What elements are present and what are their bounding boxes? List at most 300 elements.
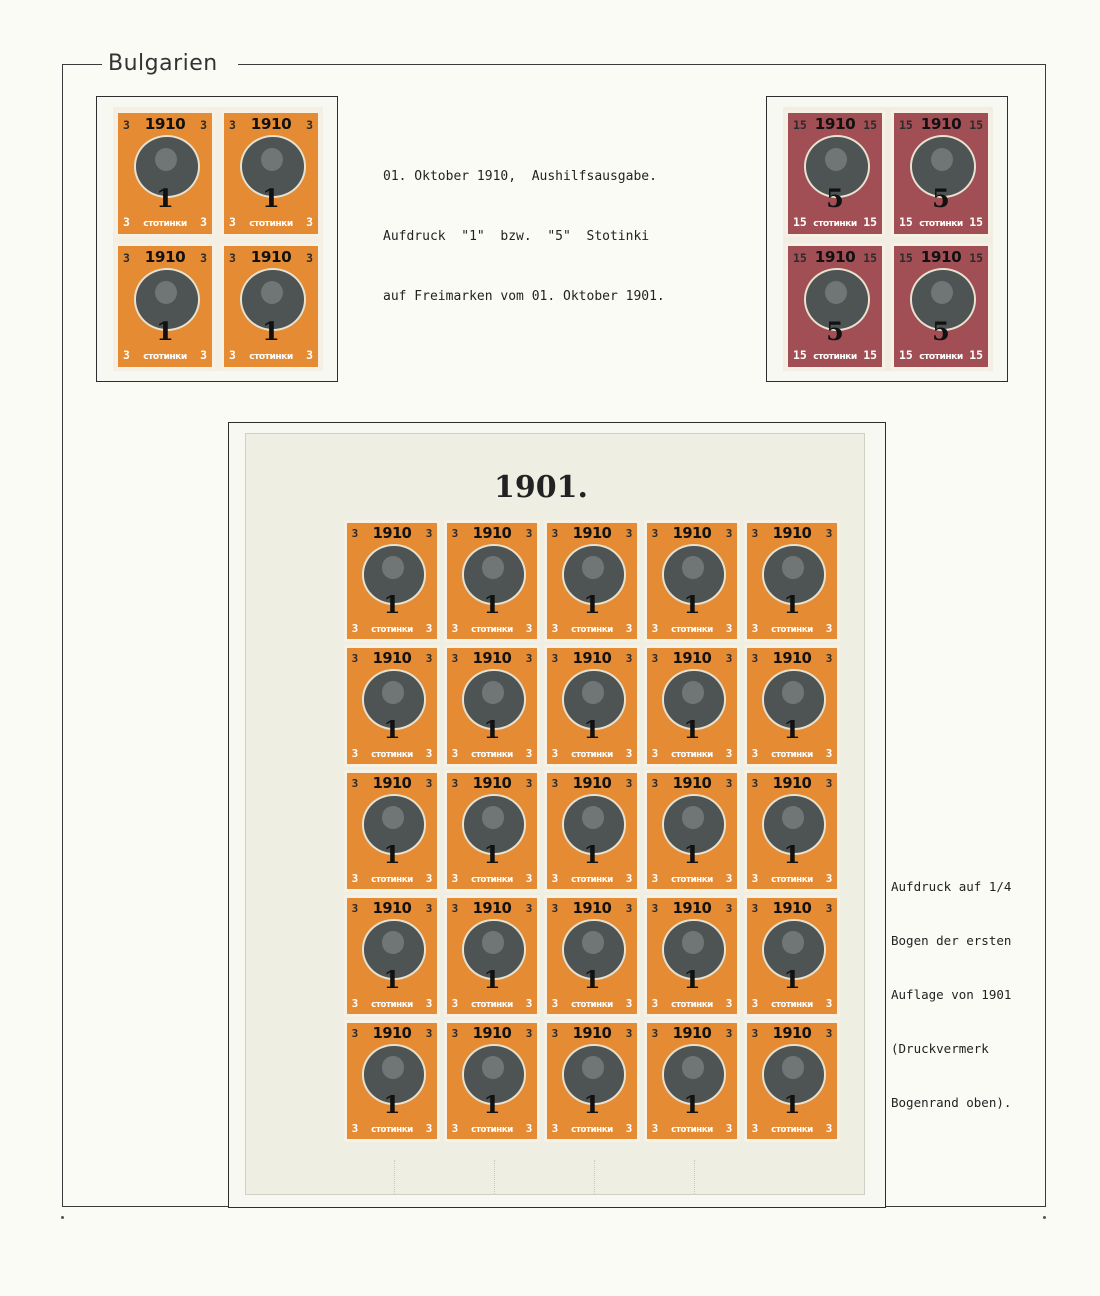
overprint-value: 1	[583, 715, 601, 745]
portrait-face	[382, 931, 403, 953]
corner-value-bottom-right: 3	[306, 348, 313, 363]
overprint-value: 1	[783, 590, 801, 620]
corner-value-bottom-right: 3	[825, 746, 833, 760]
overprint-value: 1	[156, 183, 174, 214]
corner-value-bottom-left: 3	[551, 871, 559, 885]
sheet-imprint-year: 1901.	[494, 470, 588, 505]
stamp	[344, 520, 440, 642]
corner-value-top-left: 3	[351, 527, 359, 541]
overprint-year: 1910	[372, 1024, 412, 1042]
overprint-value: 1	[383, 1090, 401, 1120]
stamp-denomination-text: стотинки	[671, 874, 713, 885]
stamp	[115, 243, 215, 370]
overprint-value: 1	[262, 316, 280, 347]
portrait-face	[682, 1056, 703, 1078]
overprint-year: 1910	[920, 115, 962, 134]
frame-border-right	[1045, 64, 1046, 1206]
portrait-face	[782, 681, 803, 703]
stamp-denomination-text: стотинки	[471, 1124, 513, 1135]
corner-value-top-right: 3	[825, 1027, 833, 1041]
corner-value-bottom-left: 3	[351, 996, 359, 1010]
portrait-face	[382, 1056, 403, 1078]
portrait-face	[782, 1056, 803, 1078]
overprint-year: 1910	[472, 899, 512, 917]
stamp	[344, 770, 440, 892]
stamp	[744, 645, 840, 767]
stamp	[744, 520, 840, 642]
stamp-denomination-text: стотинки	[671, 999, 713, 1010]
overprint-value: 1	[783, 965, 801, 995]
stamp	[221, 110, 321, 237]
stamp-denomination-text: стотинки	[771, 749, 813, 760]
portrait-face	[931, 148, 953, 171]
overprint-value: 1	[583, 1090, 601, 1120]
issue-description	[383, 127, 665, 347]
corner-value-top-right: 3	[725, 527, 733, 541]
corner-value-top-right: 3	[625, 902, 633, 916]
portrait-face	[682, 806, 703, 828]
stamp	[544, 1020, 640, 1142]
overprint-value: 1	[483, 1090, 501, 1120]
corner-value-top-right: 3	[425, 777, 433, 791]
overprint-value: 1	[156, 316, 174, 347]
portrait-face	[931, 281, 953, 304]
overprint-year: 1910	[672, 899, 712, 917]
portrait-face	[782, 806, 803, 828]
corner-value-top-right: 15	[863, 117, 877, 132]
overprint-value: 1	[683, 715, 701, 745]
corner-value-bottom-left: 3	[651, 871, 659, 885]
corner-value-top-right: 3	[525, 527, 533, 541]
stamp	[344, 895, 440, 1017]
overprint-year: 1910	[144, 115, 186, 134]
portrait-face	[825, 281, 847, 304]
stamp	[744, 1020, 840, 1142]
corner-value-bottom-right: 15	[863, 348, 877, 363]
sheet-description-line: Bogenrand oben).	[891, 1095, 1012, 1110]
overprint-value: 1	[483, 840, 501, 870]
sheet-description	[891, 842, 1011, 1148]
corner-value-bottom-left: 3	[551, 621, 559, 635]
corner-value-top-left: 3	[451, 527, 459, 541]
stamp-denomination-text: стотинки	[771, 624, 813, 635]
corner-value-bottom-right: 3	[825, 996, 833, 1010]
overprint-value: 1	[483, 590, 501, 620]
corner-value-top-left: 3	[651, 1027, 659, 1041]
portrait-face	[382, 556, 403, 578]
stamp-denomination-text: стотинки	[813, 352, 857, 363]
overprint-value: 5	[826, 183, 844, 214]
corner-value-bottom-right: 3	[625, 871, 633, 885]
overprint-value: 5	[826, 316, 844, 347]
portrait-face	[482, 806, 503, 828]
corner-value-top-left: 3	[351, 902, 359, 916]
stamp-denomination-text: стотинки	[371, 999, 413, 1010]
corner-value-bottom-right: 3	[625, 621, 633, 635]
stamp-denomination-text: стотинки	[371, 749, 413, 760]
stamp	[444, 520, 540, 642]
corner-value-bottom-right: 15	[969, 348, 983, 363]
corner-value-top-left: 3	[751, 527, 759, 541]
corner-value-top-right: 3	[825, 652, 833, 666]
corner-value-top-left: 3	[751, 777, 759, 791]
corner-value-bottom-left: 3	[651, 621, 659, 635]
corner-value-top-left: 15	[899, 250, 913, 265]
corner-value-bottom-left: 3	[351, 1121, 359, 1135]
corner-value-bottom-left: 3	[651, 746, 659, 760]
corner-value-top-left: 15	[899, 117, 913, 132]
frame-border-top-left	[62, 64, 102, 65]
overprint-value: 1	[383, 590, 401, 620]
corner-value-top-right: 3	[725, 777, 733, 791]
stamp-denomination-text: стотинки	[771, 1124, 813, 1135]
stamp-denomination-text: стотинки	[571, 999, 613, 1010]
frame-border-top-right	[238, 64, 1045, 65]
corner-value-bottom-left: 3	[551, 746, 559, 760]
overprint-value: 1	[483, 965, 501, 995]
stamp-grid	[344, 520, 844, 1160]
perforation-guide	[494, 1160, 495, 1194]
corner-value-bottom-right: 3	[525, 746, 533, 760]
portrait-face	[261, 148, 283, 171]
overprint-year: 1910	[772, 774, 812, 792]
portrait-face	[825, 148, 847, 171]
overprint-value: 1	[383, 840, 401, 870]
stamp	[644, 770, 740, 892]
sheet-description-line: Auflage von 1901	[891, 987, 1012, 1002]
stamp	[644, 895, 740, 1017]
corner-value-top-right: 3	[725, 652, 733, 666]
overprint-year: 1910	[772, 649, 812, 667]
corner-value-top-right: 3	[200, 250, 207, 265]
overprint-year: 1910	[144, 248, 186, 267]
overprint-year: 1910	[472, 524, 512, 542]
corner-value-top-right: 15	[969, 117, 983, 132]
stamp-denomination-text: стотинки	[919, 352, 963, 363]
issue-description-line: Aufdruck "1" bzw. "5" Stotinki	[383, 229, 650, 244]
overprint-value: 1	[583, 590, 601, 620]
corner-value-bottom-right: 3	[200, 215, 207, 230]
overprint-year: 1910	[250, 115, 292, 134]
corner-value-bottom-left: 3	[451, 746, 459, 760]
corner-value-bottom-left: 3	[229, 348, 236, 363]
stamp-denomination-text: стотинки	[671, 1124, 713, 1135]
corner-value-top-right: 3	[625, 527, 633, 541]
overprint-year: 1910	[372, 899, 412, 917]
overprint-year: 1910	[472, 1024, 512, 1042]
corner-value-top-left: 15	[793, 250, 807, 265]
corner-value-top-left: 3	[751, 1027, 759, 1041]
overprint-year: 1910	[672, 774, 712, 792]
corner-value-bottom-left: 3	[651, 1121, 659, 1135]
corner-value-bottom-left: 3	[751, 1121, 759, 1135]
stamp-denomination-text: стотинки	[143, 219, 187, 230]
corner-value-top-right: 3	[525, 1027, 533, 1041]
overprint-value: 1	[683, 965, 701, 995]
stamp	[544, 770, 640, 892]
corner-value-top-right: 3	[625, 652, 633, 666]
corner-value-top-right: 3	[825, 902, 833, 916]
perforation-guide	[594, 1160, 595, 1194]
overprint-value: 1	[783, 840, 801, 870]
stamp-block-15st	[783, 107, 993, 371]
stamp	[891, 243, 991, 370]
portrait-face	[482, 556, 503, 578]
corner-value-bottom-left: 3	[651, 996, 659, 1010]
corner-value-bottom-left: 3	[451, 1121, 459, 1135]
stamp	[544, 895, 640, 1017]
overprint-value: 5	[932, 183, 950, 214]
overprint-value: 1	[783, 715, 801, 745]
corner-value-bottom-right: 3	[200, 348, 207, 363]
corner-value-bottom-right: 3	[725, 996, 733, 1010]
sheet-description-line: Aufdruck auf 1/4	[891, 879, 1012, 894]
corner-value-bottom-left: 3	[551, 1121, 559, 1135]
corner-value-top-right: 3	[200, 117, 207, 132]
portrait-face	[682, 681, 703, 703]
portrait-face	[782, 556, 803, 578]
corner-value-top-left: 3	[229, 117, 236, 132]
portrait-face	[582, 681, 603, 703]
corner-value-top-right: 3	[306, 117, 313, 132]
portrait-face	[482, 681, 503, 703]
portrait-face	[261, 281, 283, 304]
corner-value-bottom-right: 3	[525, 1121, 533, 1135]
stamp-denomination-text: стотинки	[571, 1124, 613, 1135]
overprint-value: 5	[932, 316, 950, 347]
corner-value-top-left: 3	[551, 777, 559, 791]
block-right-mount	[766, 96, 1008, 382]
stamp-denomination-text: стотинки	[571, 749, 613, 760]
corner-value-bottom-right: 15	[969, 215, 983, 230]
corner-value-bottom-right: 3	[425, 996, 433, 1010]
corner-value-bottom-right: 3	[625, 996, 633, 1010]
corner-value-top-left: 3	[351, 1027, 359, 1041]
corner-value-bottom-left: 15	[899, 348, 913, 363]
stamp	[744, 895, 840, 1017]
overprint-year: 1910	[920, 248, 962, 267]
overprint-value: 1	[683, 590, 701, 620]
sheet-description-line: Bogen der ersten	[891, 933, 1012, 948]
portrait-face	[582, 931, 603, 953]
corner-value-top-left: 3	[123, 117, 130, 132]
stamp	[785, 110, 885, 237]
corner-value-top-right: 3	[725, 902, 733, 916]
corner-value-bottom-left: 3	[551, 996, 559, 1010]
overprint-year: 1910	[372, 649, 412, 667]
stamp-denomination-text: стотинки	[371, 874, 413, 885]
overprint-year: 1910	[372, 774, 412, 792]
portrait-face	[155, 281, 177, 304]
corner-value-top-left: 3	[451, 652, 459, 666]
corner-value-top-left: 3	[351, 777, 359, 791]
corner-value-bottom-left: 3	[751, 871, 759, 885]
portrait-face	[782, 931, 803, 953]
corner-value-bottom-right: 3	[525, 996, 533, 1010]
corner-value-bottom-right: 3	[625, 1121, 633, 1135]
portrait-face	[682, 556, 703, 578]
portrait-face	[582, 1056, 603, 1078]
corner-value-bottom-right: 3	[725, 1121, 733, 1135]
overprint-year: 1910	[250, 248, 292, 267]
corner-value-bottom-left: 15	[793, 215, 807, 230]
corner-value-top-left: 3	[451, 902, 459, 916]
corner-value-top-left: 3	[551, 902, 559, 916]
stamp	[891, 110, 991, 237]
stamp-denomination-text: стотинки	[471, 749, 513, 760]
stamp-denomination-text: стотинки	[371, 1124, 413, 1135]
corner-value-bottom-right: 3	[725, 746, 733, 760]
overprint-year: 1910	[814, 115, 856, 134]
portrait-face	[482, 931, 503, 953]
corner-value-bottom-left: 3	[451, 621, 459, 635]
stamp	[644, 1020, 740, 1142]
issue-description-line: 01. Oktober 1910, Aushilfsausgabe.	[383, 169, 657, 184]
overprint-year: 1910	[572, 774, 612, 792]
stamp	[744, 770, 840, 892]
stamp	[444, 645, 540, 767]
corner-value-top-left: 15	[793, 117, 807, 132]
corner-value-bottom-right: 3	[425, 1121, 433, 1135]
quarter-sheet	[245, 433, 865, 1195]
overprint-year: 1910	[814, 248, 856, 267]
stamp-block-3st	[113, 107, 323, 371]
corner-value-top-left: 3	[651, 652, 659, 666]
corner-value-bottom-right: 3	[825, 1121, 833, 1135]
perforation-guide	[694, 1160, 695, 1194]
overprint-year: 1910	[772, 524, 812, 542]
stamp	[544, 520, 640, 642]
corner-value-top-left: 3	[751, 902, 759, 916]
stamp-denomination-text: стотинки	[471, 624, 513, 635]
corner-value-top-left: 3	[551, 1027, 559, 1041]
corner-value-bottom-left: 3	[123, 348, 130, 363]
overprint-value: 1	[583, 840, 601, 870]
stamp-denomination-text: стотинки	[671, 749, 713, 760]
frame-border-left	[62, 64, 63, 1206]
corner-value-bottom-right: 3	[825, 621, 833, 635]
corner-value-top-right: 3	[425, 652, 433, 666]
stamp	[644, 520, 740, 642]
corner-value-top-right: 3	[825, 527, 833, 541]
stamp-denomination-text: стотинки	[571, 874, 613, 885]
corner-value-top-right: 3	[425, 902, 433, 916]
overprint-year: 1910	[672, 1024, 712, 1042]
overprint-year: 1910	[672, 524, 712, 542]
stamp	[444, 770, 540, 892]
corner-value-top-right: 3	[425, 1027, 433, 1041]
overprint-value: 1	[683, 840, 701, 870]
sheet-mount	[228, 422, 886, 1208]
stamp	[344, 645, 440, 767]
stamp-denomination-text: стотинки	[671, 624, 713, 635]
corner-value-top-left: 3	[351, 652, 359, 666]
corner-value-top-left: 3	[451, 1027, 459, 1041]
overprint-year: 1910	[472, 774, 512, 792]
corner-value-top-right: 3	[725, 1027, 733, 1041]
stamp-denomination-text: стотинки	[249, 219, 293, 230]
corner-value-bottom-right: 3	[425, 621, 433, 635]
portrait-face	[582, 556, 603, 578]
corner-value-bottom-right: 15	[863, 215, 877, 230]
overprint-value: 1	[783, 1090, 801, 1120]
corner-value-bottom-left: 15	[793, 348, 807, 363]
stamp	[221, 243, 321, 370]
corner-value-top-left: 3	[551, 652, 559, 666]
corner-value-bottom-left: 3	[351, 746, 359, 760]
stamp-denomination-text: стотинки	[771, 874, 813, 885]
portrait-face	[682, 931, 703, 953]
corner-value-bottom-left: 3	[751, 996, 759, 1010]
stamp	[785, 243, 885, 370]
corner-value-top-left: 3	[651, 777, 659, 791]
overprint-year: 1910	[672, 649, 712, 667]
corner-value-bottom-left: 3	[351, 871, 359, 885]
portrait-face	[382, 806, 403, 828]
corner-value-top-right: 3	[825, 777, 833, 791]
corner-value-top-left: 3	[451, 777, 459, 791]
stamp	[444, 1020, 540, 1142]
overprint-year: 1910	[772, 899, 812, 917]
overprint-year: 1910	[572, 1024, 612, 1042]
page-title: Bulgarien	[108, 51, 218, 76]
overprint-year: 1910	[472, 649, 512, 667]
stamp-denomination-text: стотинки	[571, 624, 613, 635]
block-left-mount	[96, 96, 338, 382]
stamp	[115, 110, 215, 237]
corner-value-top-left: 3	[229, 250, 236, 265]
overprint-value: 1	[483, 715, 501, 745]
portrait-face	[382, 681, 403, 703]
corner-value-top-right: 3	[306, 250, 313, 265]
corner-value-bottom-left: 3	[123, 215, 130, 230]
corner-value-bottom-right: 3	[625, 746, 633, 760]
stamp-denomination-text: стотинки	[919, 219, 963, 230]
overprint-value: 1	[583, 965, 601, 995]
stamp-denomination-text: стотинки	[249, 352, 293, 363]
corner-value-top-right: 3	[525, 902, 533, 916]
corner-value-bottom-left: 15	[899, 215, 913, 230]
corner-value-bottom-left: 3	[751, 621, 759, 635]
corner-value-top-left: 3	[651, 527, 659, 541]
corner-value-bottom-right: 3	[725, 621, 733, 635]
corner-value-top-right: 3	[525, 652, 533, 666]
corner-value-top-right: 3	[625, 1027, 633, 1041]
corner-value-bottom-left: 3	[229, 215, 236, 230]
corner-value-bottom-right: 3	[525, 871, 533, 885]
overprint-value: 1	[383, 965, 401, 995]
stamp-denomination-text: стотинки	[813, 219, 857, 230]
corner-dot-left	[61, 1216, 64, 1219]
corner-value-bottom-left: 3	[451, 996, 459, 1010]
corner-value-top-left: 3	[551, 527, 559, 541]
overprint-year: 1910	[572, 649, 612, 667]
corner-value-bottom-right: 3	[525, 621, 533, 635]
corner-value-bottom-right: 3	[425, 871, 433, 885]
portrait-face	[155, 148, 177, 171]
stamp	[544, 645, 640, 767]
corner-value-top-right: 15	[969, 250, 983, 265]
corner-value-top-left: 3	[651, 902, 659, 916]
corner-dot-right	[1043, 1216, 1046, 1219]
issue-description-line: auf Freimarken vom 01. Oktober 1901.	[383, 289, 665, 304]
corner-value-bottom-right: 3	[425, 746, 433, 760]
stamp-denomination-text: стотинки	[471, 874, 513, 885]
sheet-description-line: (Druckvermerk	[891, 1041, 989, 1056]
corner-value-top-right: 3	[425, 527, 433, 541]
corner-value-top-right: 3	[625, 777, 633, 791]
corner-value-top-left: 3	[123, 250, 130, 265]
